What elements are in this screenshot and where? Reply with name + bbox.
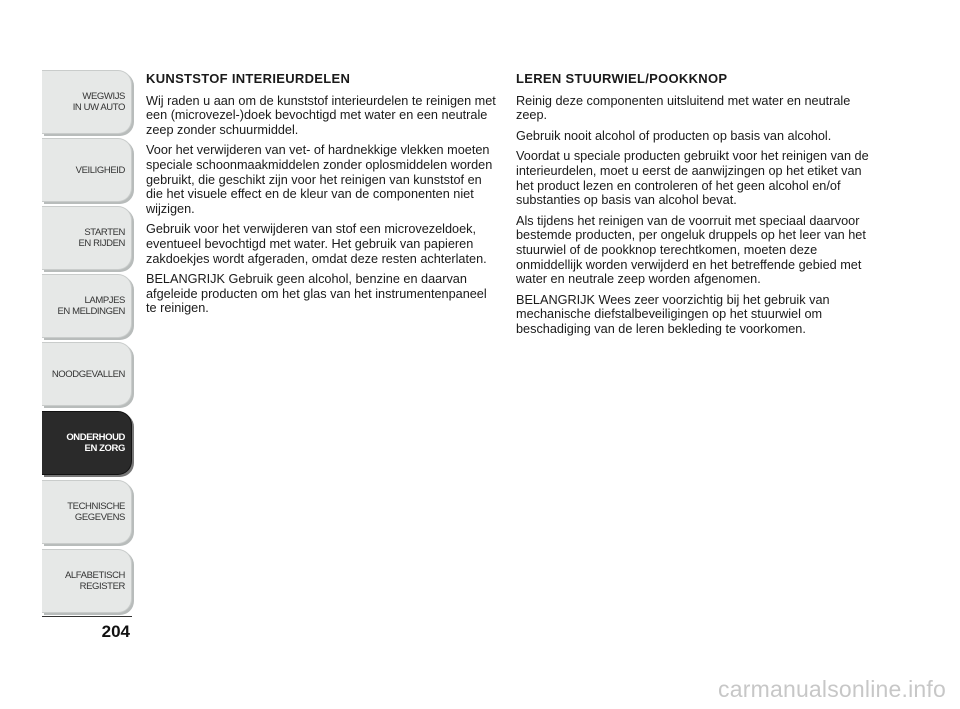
tab-label-line: WEGWIJS [82, 91, 125, 102]
watermark: carmanualsonline.info [718, 676, 946, 702]
tab-label-line: EN MELDINGEN [57, 306, 125, 317]
paragraph: Als tijdens het reinigen van de voorruit met speciaal daarvoor bestemde producten, per ongeluk druppels op het leer van het stuurwiel of de pookknop terechtkomen, moeten deze onmiddellijk worden verwijderd en het betreffende gebied met water en neutrale zeep worden afgenomen. [516, 213, 866, 287]
tab-starten[interactable] [42, 206, 132, 270]
paragraph: Wij raden u aan om de kunststof interieurdelen te reinigen met een (microvezel-)doek bevochtigd met water en een neutrale zeep zonder schuurmiddel. [146, 93, 496, 137]
tab-label-line: REGISTER [79, 581, 125, 592]
section-heading: LEREN STUURWIEL/POOKKNOP [516, 71, 728, 86]
paragraph: Reinig deze componenten uitsluitend met water en neutrale zeep. [516, 93, 851, 123]
paragraph: Voordat u speciale producten gebruikt voor het reinigen van de interieurdelen, moet u eerst de aanwijzingen op het etiket van het product lezen en controleren of het geen alcohol en/of substanties op basis van alcohol bevat. [516, 149, 869, 208]
tab-label-line: EN ZORG [84, 443, 125, 454]
tab-technische-gegevens[interactable] [42, 480, 132, 544]
tab-label-line: EN RIJDEN [78, 238, 125, 249]
tab-noodgevallen[interactable] [42, 342, 132, 406]
right-column [516, 72, 872, 343]
tab-veiligheid[interactable] [42, 138, 132, 202]
page-number: 204 [101, 622, 130, 641]
paragraph: Voor het verwijderen van vet- of hardnekkige vlekken moeten speciale schoonmaakmiddelen zonder oplosmiddelen worden gebruikt, die geschikt zijn voor het reinigen van kunststof en die het visuele effect en de kleur van de componenten niet wijzigen. [146, 143, 493, 216]
tab-label-line: VEILIGHEID [75, 164, 125, 176]
tab-label-line: ONDERHOUD [66, 432, 125, 443]
tab-label-line: GEGEVENS [74, 512, 125, 523]
tab-label-line: IN UW AUTO [72, 102, 125, 113]
paragraph: BELANGRIJK Gebruik geen alcohol, benzine en daarvan afgeleide producten om het glas van het instrumentenpaneel te reinigen. [146, 272, 487, 316]
tab-wegwijs[interactable] [42, 70, 132, 134]
section-heading: KUNSTSTOF INTERIEURDELEN [146, 71, 351, 86]
left-column [146, 72, 498, 322]
page-number-divider [42, 616, 132, 617]
paragraph: Gebruik voor het verwijderen van stof een microvezeldoek, eventueel bevochtigd met water. Het gebruik van papieren zakdoekjes wordt afgeraden, omdat deze resten achterlaten. [146, 222, 487, 266]
tab-label-line: TECHNISCHE [67, 501, 125, 512]
tab-onderhoud[interactable] [42, 411, 132, 475]
tab-label-line: ALFABETISCH [64, 570, 125, 581]
paragraph: Gebruik nooit alcohol of producten op basis van alcohol. [516, 128, 832, 143]
tab-label-line: NOODGEVALLEN [51, 368, 125, 380]
tab-label-line: STARTEN [84, 227, 125, 238]
tab-alfabetisch-register[interactable] [42, 549, 132, 613]
tab-lampjes[interactable] [42, 274, 132, 338]
paragraph: BELANGRIJK Wees zeer voorzichtig bij het gebruik van mechanische diefstalbeveiligingen op het stuurwiel om beschadiging van de leren bekleding te voorkomen. [516, 292, 830, 336]
tab-label-line: LAMPJES [84, 295, 125, 306]
